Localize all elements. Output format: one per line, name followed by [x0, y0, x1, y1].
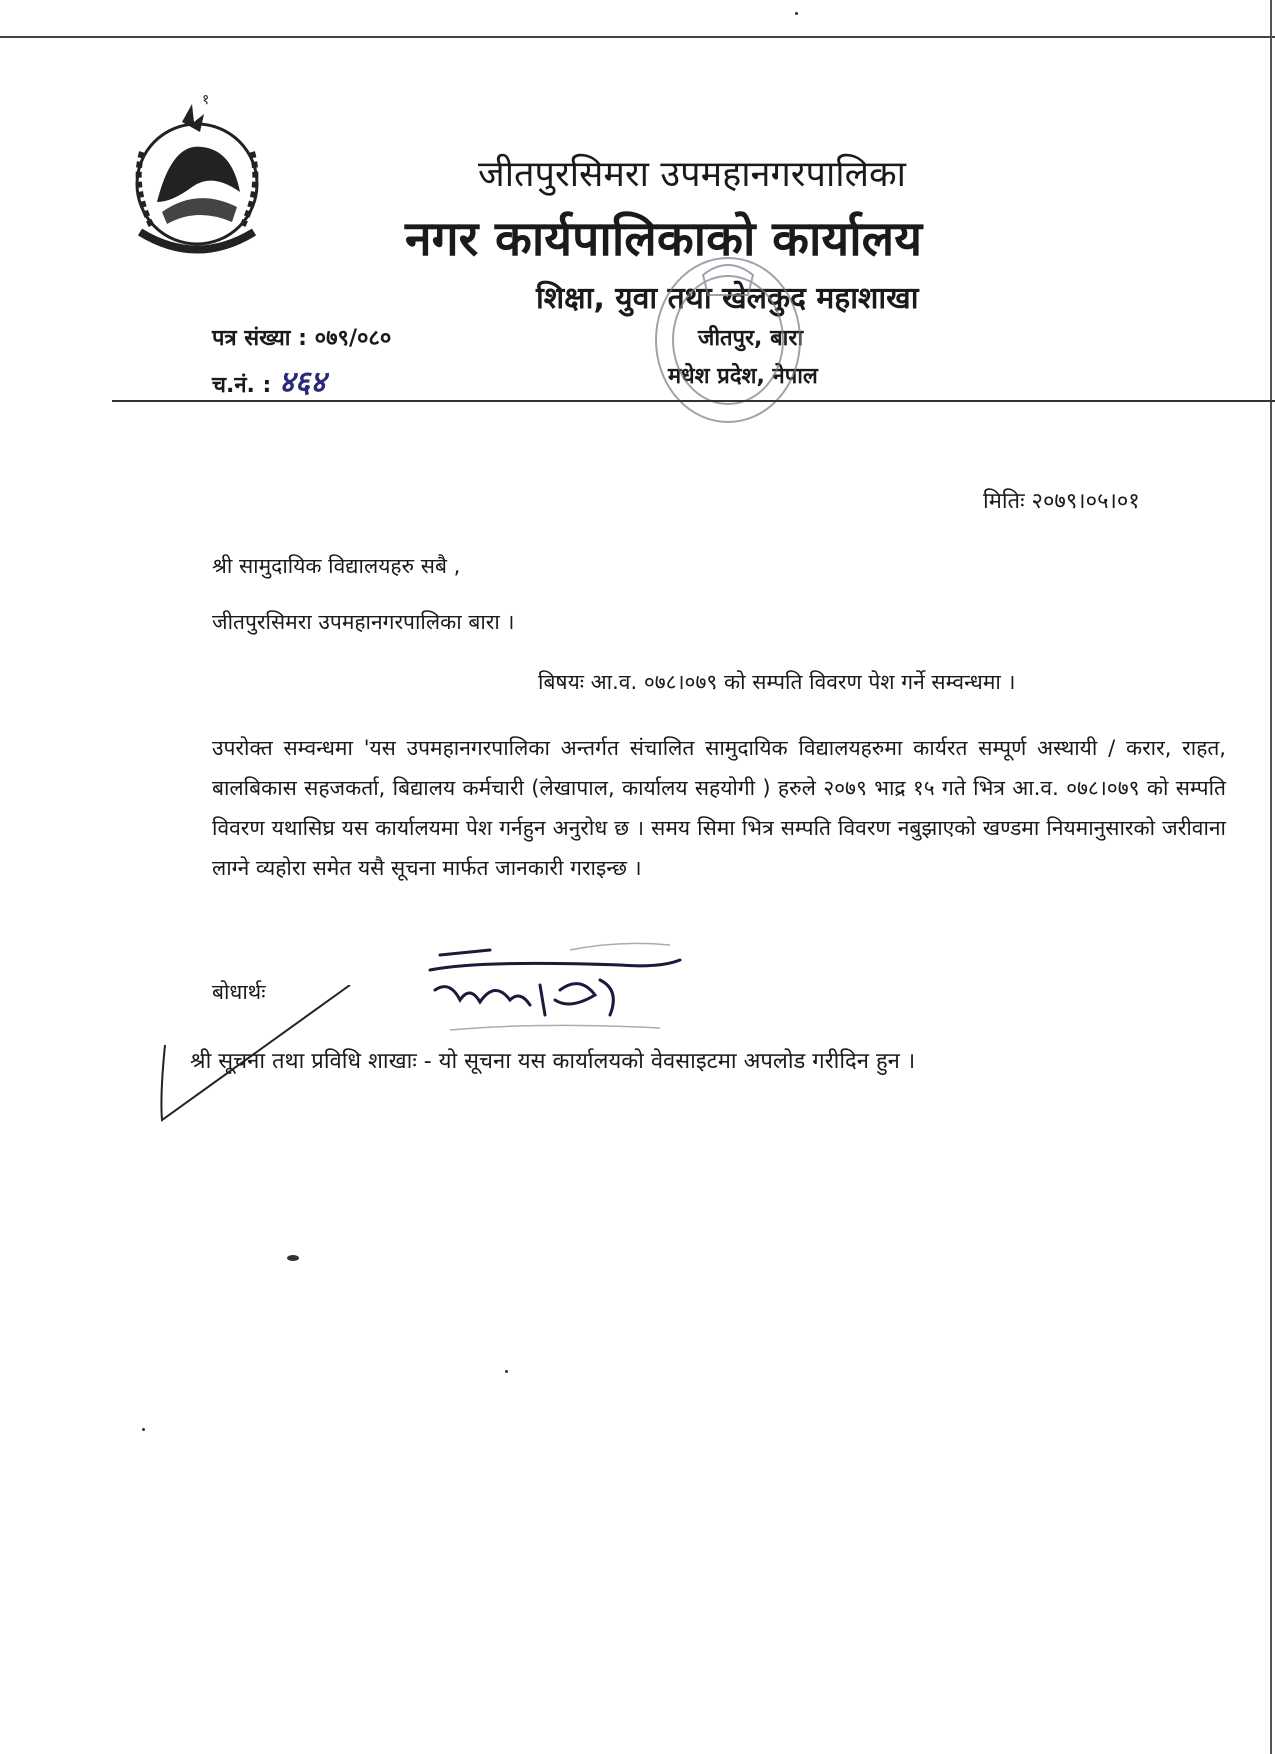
handwritten-check-mark-icon: [150, 985, 360, 1125]
letter-date: मितिः २०७९।०५।०१: [983, 489, 1140, 514]
division-name: शिक्षा, युवा तथा खेलकुद महाशाखा: [536, 281, 919, 316]
cc-label: बोधार्थः: [212, 980, 266, 1004]
letter-number-label: पत्र संख्या :: [212, 326, 307, 351]
office-name: नगर कार्यपालिकाको कार्यालय: [405, 211, 923, 267]
scan-speck: [287, 1255, 299, 1261]
dispatch-number-value: ४६४: [279, 365, 326, 400]
recipient-line-1: श्री सामुदायिक विद्यालयहरु सबै ,: [212, 554, 461, 578]
office-stamp-icon: [648, 245, 808, 430]
subject-line: बिषयः आ.व. ०७८।०७९ को सम्पति विवरण पेश गर्ने सम्वन्धमा ।: [538, 670, 1016, 694]
cc-line: श्री सूचना तथा प्रविधि शाखाः - यो सूचना यस कार्यालयको वेवसाइटमा अपलोड गरीदिन हुन ।: [190, 1049, 916, 1074]
scan-edge-right: [1270, 0, 1272, 1754]
letter-number-value: ०७९/०८०: [314, 326, 392, 351]
dispatch-number-label: च.नं. :: [212, 373, 272, 398]
letter-number: [212, 322, 391, 352]
dispatch-number: [212, 360, 326, 401]
recipient-line-2: जीतपुरसिमरा उपमहानगरपालिका बारा ।: [212, 610, 515, 634]
signature-icon: [420, 930, 720, 1040]
svg-text:१: १: [202, 92, 210, 108]
nepal-emblem-icon: [112, 92, 282, 268]
scan-speck: [505, 1370, 508, 1373]
scan-edge-top: [0, 36, 1275, 38]
header-divider: [112, 400, 1275, 402]
address-line-1: जीतपुर, बारा: [698, 326, 804, 351]
body-paragraph: उपरोक्त सम्वन्धमा 'यस उपमहानगरपालिका अन्तर्गत संचालित सामुदायिक विद्यालयहरुमा कार्यरत सम्पूर्ण अस्थायी / करार, राहत, बालबिकास सहजकर्ता, बिद्यालय कर्मचारी (लेखापाल, कार्यालय सहयोगी ) हरुले २०७९ भाद्र १५ गते भित्र आ.व. ०७८।०७९ को सम्पति विवरण यथासिघ्र यस कार्यालयमा पेश गर्नहुन अनुरोध छ । समय सिमा भित्र सम्पति विवरण नबुझाएको खण्डमा नियमानुसारको जरीवाना लाग्ने व्यहोरा समेत यसै सूचना मार्फत जानकारी गराइन्छ ।: [212, 736, 1226, 880]
scan-speck: [795, 12, 798, 15]
address-line-2: मधेश प्रदेश, नेपाल: [668, 364, 818, 389]
municipality-name: जीतपुरसिमरा उपमहानगरपालिका: [478, 154, 906, 195]
scan-speck: [142, 1428, 145, 1431]
